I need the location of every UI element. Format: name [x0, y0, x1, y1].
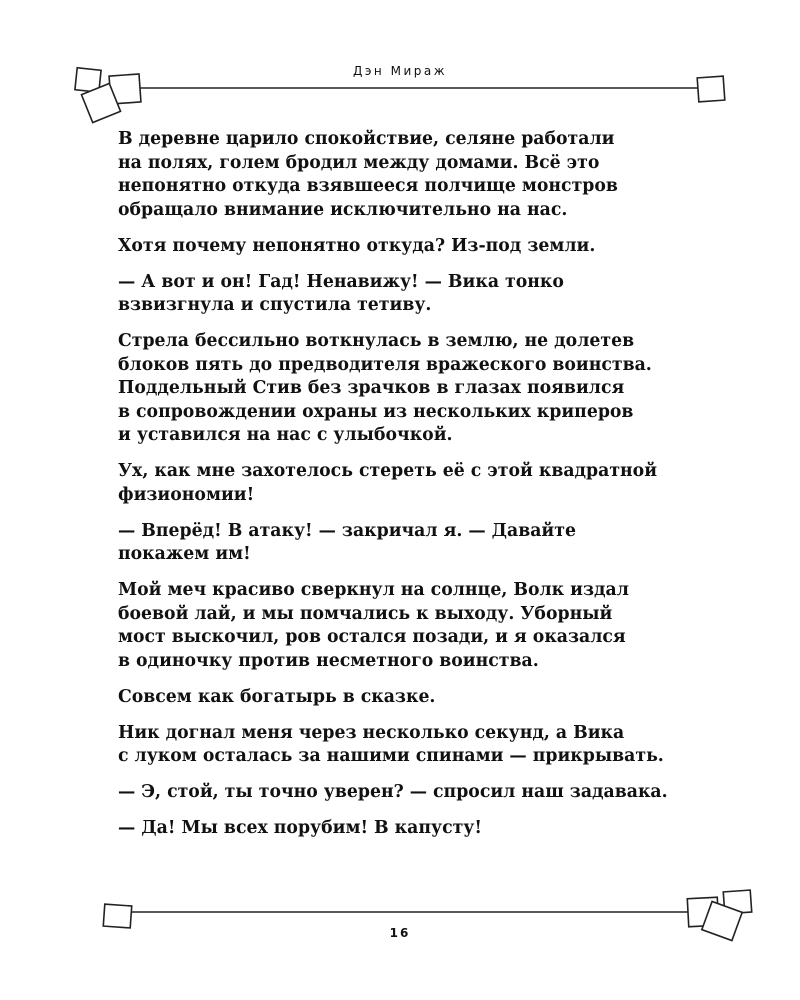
running-header-author: Дэн Мираж	[352, 64, 448, 78]
text-line: В деревне царило спокойствие, селяне работали	[118, 129, 615, 149]
text-line: в одиночку против несметного воинства.	[118, 650, 539, 671]
paragraph	[118, 271, 718, 318]
text-line: — Э, стой, ты точно уверен? — спросил наш задавака.	[118, 782, 668, 802]
paragraph	[118, 235, 718, 259]
paragraph	[118, 330, 718, 448]
text-line: Совсем как богатырь в сказке.	[118, 686, 436, 707]
text-line: мост выскочил, ров остался позади, и я оказался	[118, 627, 626, 647]
text-line: Хотя почему непонятно откуда? Из-под земли.	[118, 235, 596, 256]
text-line: в сопровождении охраны из нескольких криперов	[118, 401, 634, 422]
page-number: 16	[389, 926, 411, 940]
text-line: блоков пять до предводителя вражеского воинства.	[118, 354, 652, 375]
chapter-text	[118, 128, 718, 853]
paragraph	[118, 128, 718, 222]
paragraph	[118, 686, 718, 710]
text-line: и уставился на нас с улыбочкой.	[118, 425, 453, 445]
text-line: с луком осталась за нашими спинами — прикрывать.	[118, 746, 664, 766]
text-line: Ник догнал меня через несколько секунд, а Вика	[118, 722, 625, 743]
text-line: Ух, как мне захотелось стереть её с этой квадратной	[118, 461, 658, 481]
text-line: — А вот и он! Гад! Ненавижу! — Вика тонко	[118, 271, 564, 292]
text-line: обращало внимание исключительно на нас.	[118, 199, 568, 220]
text-line: Поддельный Стив без зрачков в глазах появился	[118, 378, 625, 398]
text-line: — Да! Мы всех порубим! В капусту!	[118, 818, 482, 838]
paragraph	[118, 722, 718, 769]
paragraph	[118, 781, 718, 805]
text-line: покажем им!	[118, 544, 251, 564]
text-line: Мой меч красиво сверкнул на солнце, Волк издал	[118, 580, 629, 600]
paragraph	[118, 460, 718, 507]
text-line: на полях, голем бродил между домами. Всё это	[118, 152, 600, 173]
paragraph	[118, 579, 718, 673]
text-line: боевой лай, и мы помчались к выходу. Уборный	[118, 603, 613, 624]
header-square-right	[697, 76, 725, 102]
text-line: физиономии!	[118, 484, 255, 505]
text-line: Стрела бессильно воткнулась в землю, не долетев	[118, 331, 635, 351]
footer-square-left	[103, 904, 131, 928]
text-line: взвизгнула и спустила тетиву.	[118, 295, 432, 315]
text-line: — Вперёд! В атаку! — закричал я. — Давайте	[118, 520, 576, 541]
paragraph	[118, 817, 718, 841]
paragraph	[118, 520, 718, 567]
text-line: непонятно откуда взявшееся полчище монстров	[118, 176, 618, 196]
